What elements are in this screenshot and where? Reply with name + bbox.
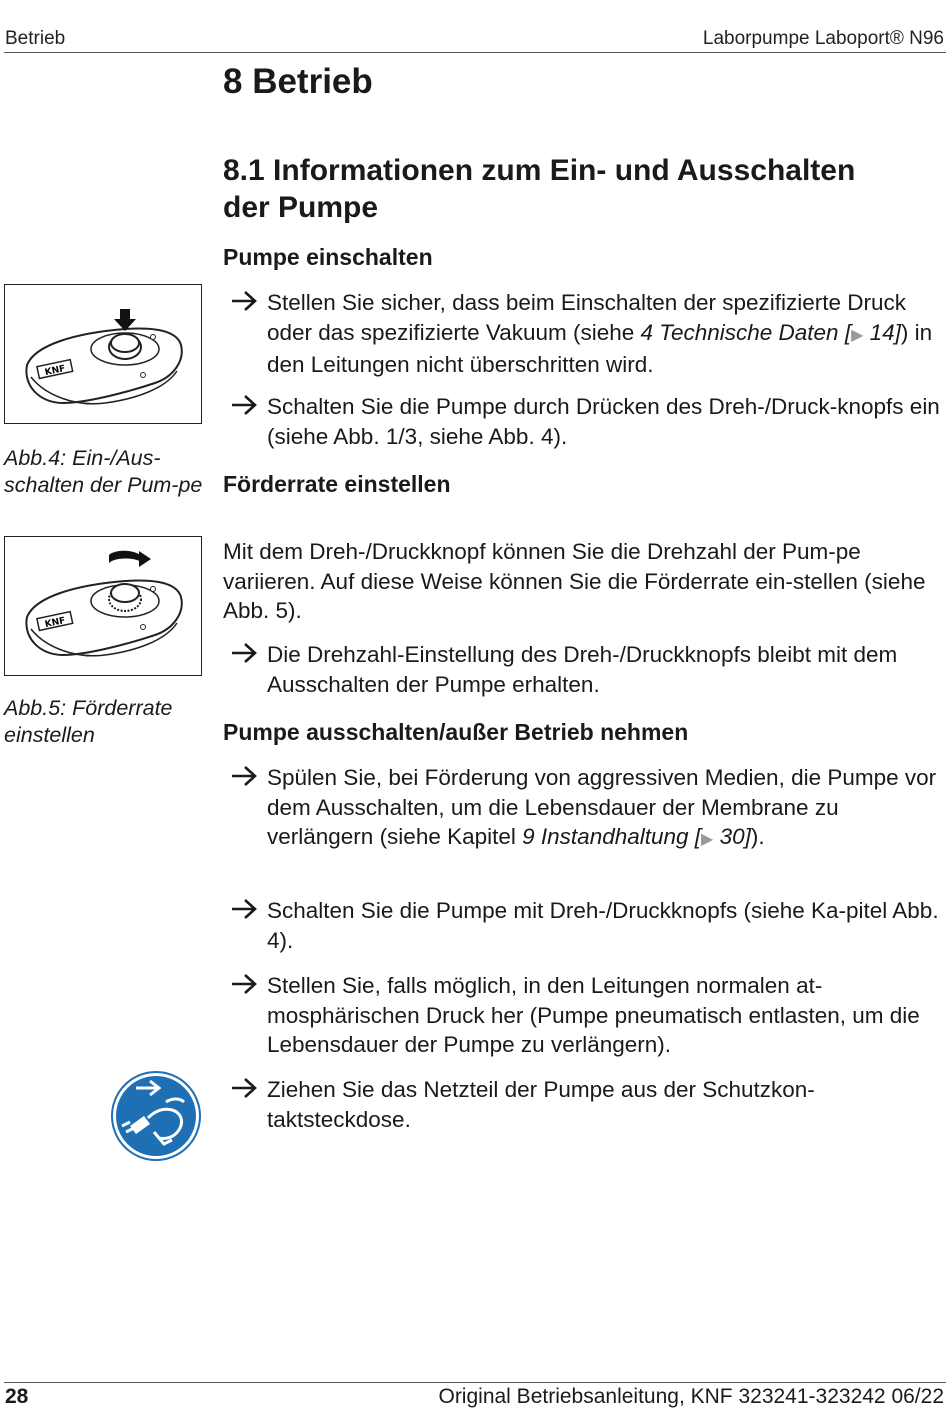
instruction-text-part: ) in den Leitungen nicht überschritten wird.	[267, 319, 933, 377]
section-title-line-1: 8.1 Informationen zum Ein- und Ausschalten	[223, 154, 856, 187]
figure-4-switch-on-off	[4, 284, 202, 424]
instruction-text	[267, 763, 942, 855]
instruction-step	[230, 896, 942, 955]
brand-label: KNF	[44, 615, 67, 631]
instruction-step	[230, 392, 942, 451]
instruction-step	[230, 640, 942, 699]
chapter-title: 8 Betrieb	[223, 62, 373, 101]
page-reference-icon: ▶	[851, 326, 864, 344]
arrow-icon	[230, 288, 262, 322]
subsection-heading-switch-on: Pumpe einschalten	[223, 244, 433, 270]
cross-reference-title: 9 Instandhaltung [	[522, 824, 702, 849]
running-header-product: Laborpumpe Laboport® N96	[702, 28, 944, 49]
instruction-text-part: ).	[750, 824, 765, 849]
body-paragraph: Mit dem Dreh-/Druckknopf können Sie die Drehzahl der Pum-pe variieren. Auf diese Weise können Sie die Förderrate ein-stellen (siehe Abb. 5).	[223, 539, 926, 623]
unplug-mandatory-icon	[110, 1070, 202, 1162]
arrow-icon	[230, 1075, 262, 1109]
subsection-heading-switch-off: Pumpe ausschalten/außer Betrieb nehmen	[223, 719, 689, 745]
running-header-section: Betrieb	[5, 28, 66, 49]
instruction-text	[267, 288, 942, 380]
section-title	[223, 152, 923, 226]
instruction-step	[230, 971, 942, 1060]
instruction-text-part: Spülen Sie, bei Förderung von aggressiven Medien, die Pumpe vor dem Ausschalten, um die Lebensdauer der Membrane zu verlängern (siehe Kapitel	[267, 765, 937, 849]
section-title-line-2: der Pumpe	[223, 191, 379, 224]
cross-reference-link[interactable]	[522, 824, 751, 849]
figure-5-flow-rate	[4, 536, 202, 676]
instruction-text: Schalten Sie die Pumpe durch Drücken des Dreh-/Druck-knopfs ein (siehe Abb. 1/3, siehe Abb. 4).	[267, 394, 940, 449]
brand-label: KNF	[44, 363, 67, 379]
cross-reference-page: 30]	[713, 824, 751, 849]
instruction-step	[230, 288, 942, 380]
instruction-text: Schalten Sie die Pumpe mit Dreh-/Druckknopfs (siehe Ka-pitel Abb. 4).	[267, 898, 939, 953]
arrow-icon	[230, 640, 262, 674]
subsection-heading-flow-rate: Förderrate einstellen	[223, 471, 451, 497]
instruction-text-part: Stellen Sie sicher, dass beim Einschalten der spezifizierte Druck oder das spezifizierte Vakuum (siehe	[267, 290, 907, 345]
header-rule	[4, 52, 946, 53]
instruction-step	[230, 763, 942, 855]
pump-knob-press-illustration	[5, 285, 201, 423]
page-reference-icon: ▶	[701, 831, 714, 848]
arrow-icon	[230, 763, 262, 797]
figure-5-caption: Abb.5: Förderrate einstellen	[4, 696, 173, 747]
instruction-text: Die Drehzahl-Einstellung des Dreh-/Druckknopfs bleibt mit dem Ausschalten der Pumpe erhalten.	[267, 642, 898, 697]
document-reference: Original Betriebsanleitung, KNF 323241-323242 06/22	[438, 1385, 944, 1408]
cross-reference-link[interactable]	[641, 320, 901, 345]
cross-reference-page: 14]	[863, 319, 901, 345]
cross-reference-title: 4 Technische Daten [	[640, 319, 852, 345]
pump-knob-rotate-illustration	[5, 537, 201, 675]
instruction-text: Stellen Sie, falls möglich, in den Leitungen normalen at-mosphärischen Druck her (Pumpe pneumatisch entlasten, um die Lebensdauer der Pumpe zu verlängern).	[267, 973, 920, 1057]
arrow-icon	[230, 392, 262, 426]
page-number: 28	[5, 1385, 29, 1408]
figure-4-caption: Abb.4: Ein-/Aus-schalten der Pum-pe	[4, 446, 203, 497]
instruction-text: Ziehen Sie das Netzteil der Pumpe aus der Schutzkon-taktsteckdose.	[267, 1077, 815, 1132]
arrow-icon	[230, 896, 262, 930]
instruction-step	[230, 1075, 942, 1134]
footer-rule	[4, 1382, 946, 1383]
arrow-icon	[230, 971, 262, 1005]
